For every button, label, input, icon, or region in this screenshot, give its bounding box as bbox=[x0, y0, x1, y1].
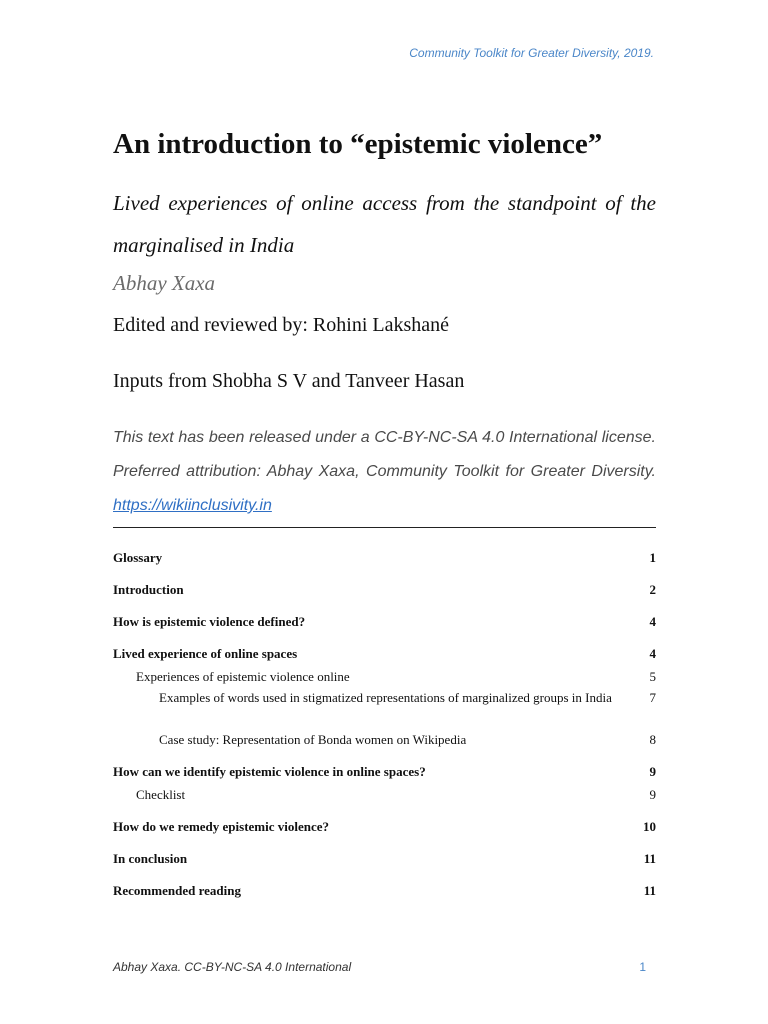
toc-entry-page: 1 bbox=[649, 550, 656, 565]
toc-entry-page: 5 bbox=[649, 669, 656, 684]
document-title: An introduction to “epistemic violence” bbox=[113, 128, 603, 160]
toc-entry-page: 9 bbox=[649, 787, 656, 802]
toc-entry-page: 11 bbox=[643, 851, 656, 866]
toc-entry[interactable] bbox=[113, 786, 656, 804]
toc-entry-page: 9 bbox=[649, 764, 656, 779]
toc-entry-page: 10 bbox=[643, 819, 656, 834]
toc-entry-label: Experiences of epistemic violence online bbox=[136, 669, 350, 684]
toc-entry[interactable] bbox=[113, 581, 656, 599]
toc-entry-label: Case study: Representation of Bonda women on Wikipedia bbox=[159, 732, 467, 747]
footer-attribution: Abhay Xaxa. CC-BY-NC-SA 4.0 International bbox=[113, 960, 352, 974]
toc-entry-label: Recommended reading bbox=[113, 883, 241, 898]
toc-entry[interactable] bbox=[113, 668, 656, 686]
toc-entry-label: How is epistemic violence defined? bbox=[113, 614, 306, 629]
document-subtitle: Lived experiences of online access from the standpoint of the marginalised in India bbox=[113, 191, 656, 257]
toc-entry-label: How do we remedy epistemic violence? bbox=[113, 819, 330, 834]
toc-entry-label: Lived experience of online spaces bbox=[113, 646, 298, 661]
toc-entry-page: 4 bbox=[649, 614, 656, 629]
toc-entry[interactable] bbox=[113, 549, 656, 567]
toc-entry-page: 7 bbox=[649, 690, 656, 705]
header-note: Community Toolkit for Greater Diversity, 2019. bbox=[409, 46, 654, 60]
toc-entry[interactable] bbox=[113, 763, 656, 781]
inputs-from: Inputs from Shobha S V and Tanveer Hasan bbox=[113, 370, 465, 392]
toc-entry-page: 11 bbox=[643, 883, 656, 898]
divider bbox=[113, 527, 656, 528]
toc-entry-page: 2 bbox=[649, 582, 656, 597]
toc-entry[interactable] bbox=[113, 689, 656, 707]
toc-entry-label: In conclusion bbox=[113, 851, 188, 866]
author-name: Abhay Xaxa bbox=[113, 271, 216, 295]
toc-entry[interactable] bbox=[113, 850, 656, 868]
toc-entry-page: 4 bbox=[649, 646, 656, 661]
toc-entry-label: How can we identify epistemic violence in online spaces? bbox=[113, 764, 426, 779]
toc-entry-label: Glossary bbox=[113, 550, 163, 565]
toc-entry[interactable] bbox=[113, 731, 656, 749]
edited-by: Edited and reviewed by: Rohini Lakshané bbox=[113, 314, 450, 336]
license-body: This text has been released under a CC-BY-NC-SA 4.0 International license. Preferred attribution: Abhay Xaxa, Community Toolkit for Greater Diversity. bbox=[113, 429, 656, 480]
license-link[interactable]: https://wikiinclusivity.in bbox=[113, 497, 272, 514]
toc-entry-label: Checklist bbox=[136, 787, 186, 802]
toc-entry[interactable] bbox=[113, 882, 656, 900]
toc-entry[interactable] bbox=[113, 645, 656, 663]
toc-entry-label: Introduction bbox=[113, 582, 184, 597]
license-text bbox=[113, 421, 656, 523]
footer-page-number: 1 bbox=[639, 960, 646, 974]
toc-entry-label: Examples of words used in stigmatized representations of marginalized groups in India bbox=[159, 690, 612, 705]
toc-entry-page: 8 bbox=[649, 732, 656, 747]
toc-entry[interactable] bbox=[113, 613, 656, 631]
toc-entry[interactable] bbox=[113, 818, 656, 836]
